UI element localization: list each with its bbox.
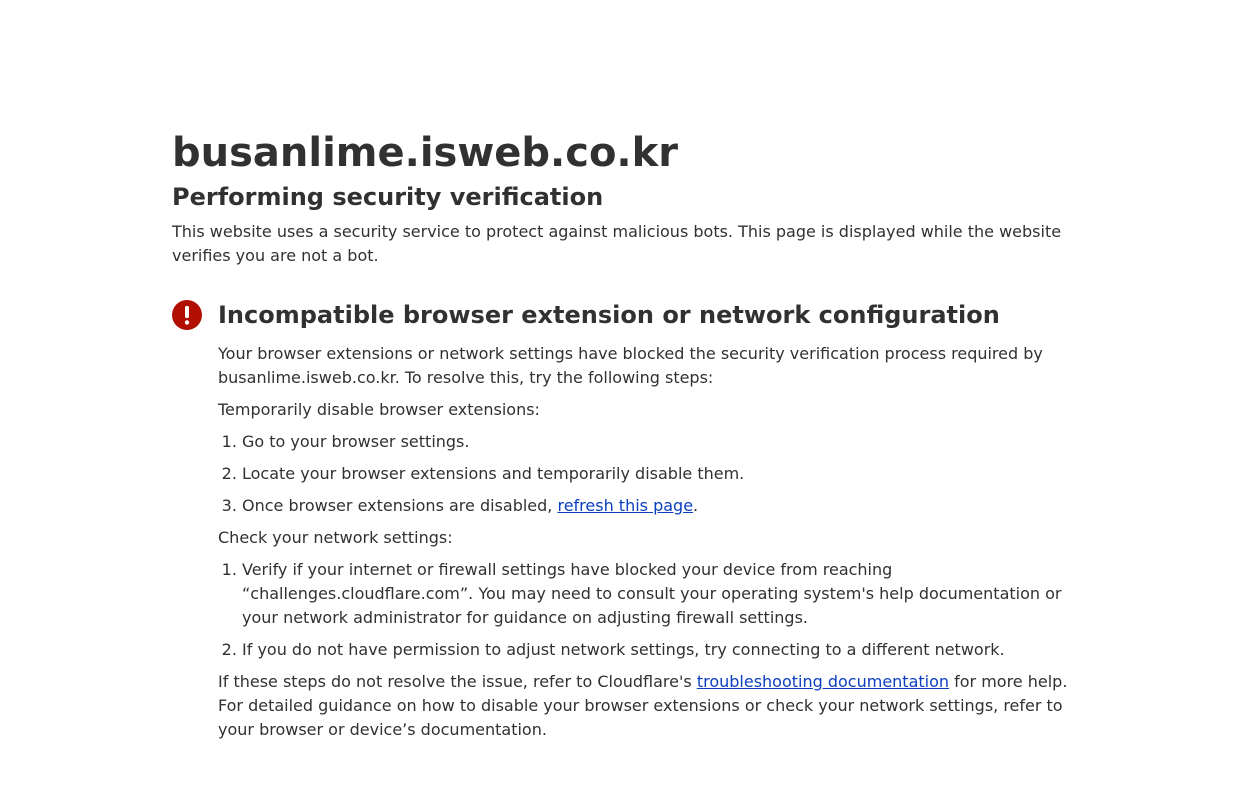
- network-steps-list: [218, 558, 1072, 662]
- network-heading: Check your network settings:: [218, 528, 453, 547]
- footer-text: If these steps do not resolve the issue, refer to Cloudflare's: [218, 672, 697, 691]
- refresh-page-link[interactable]: refresh this page: [557, 496, 694, 515]
- intro-text: This website uses a security service to protect against malicious bots. This page is displayed while the website verifies you are not a bot.: [172, 222, 1062, 265]
- error-description: Your browser extensions or network settings have blocked the security verification process required by busanlime.isweb.co.kr. To resolve this, try the following steps:: [218, 344, 1043, 387]
- extension-steps-list: [218, 430, 1072, 518]
- list-item: 1. Verify if your internet or firewall settings have blocked your device from reaching “challenges.cloudflare.com”. You may need to consult your operating system's help documentation or your network administrator for guidance on adjusting firewall settings.: [242, 558, 1072, 630]
- list-item: 2. If you do not have permission to adjust network settings, try connecting to a different network.: [242, 638, 1072, 662]
- troubleshooting-documentation-link[interactable]: troubleshooting documentation: [696, 672, 950, 691]
- footer-text-suffix: for more help. For detailed guidance on how to disable your browser extensions or check your network settings, refer to your browser or device’s documentation.: [218, 672, 1068, 739]
- footer-help-text: [218, 670, 1072, 742]
- extensions-heading: Temporarily disable browser extensions:: [218, 400, 540, 419]
- list-item: 1. Go to your browser settings.: [242, 430, 1072, 454]
- site-domain-title: busanlime.isweb.co.kr: [172, 130, 678, 176]
- page-heading: Performing security verification: [172, 183, 604, 211]
- step-text-suffix: .: [693, 496, 699, 515]
- list-item: 2. Locate your browser extensions and temporarily disable them.: [242, 462, 1072, 486]
- exclamation-circle-icon: [172, 300, 202, 330]
- error-title: Incompatible browser extension or network configuration: [218, 301, 1000, 329]
- main-content: [172, 128, 1072, 742]
- step-text: Once browser extensions are disabled,: [242, 496, 558, 515]
- error-section: [172, 300, 1072, 742]
- list-item: [242, 494, 1072, 518]
